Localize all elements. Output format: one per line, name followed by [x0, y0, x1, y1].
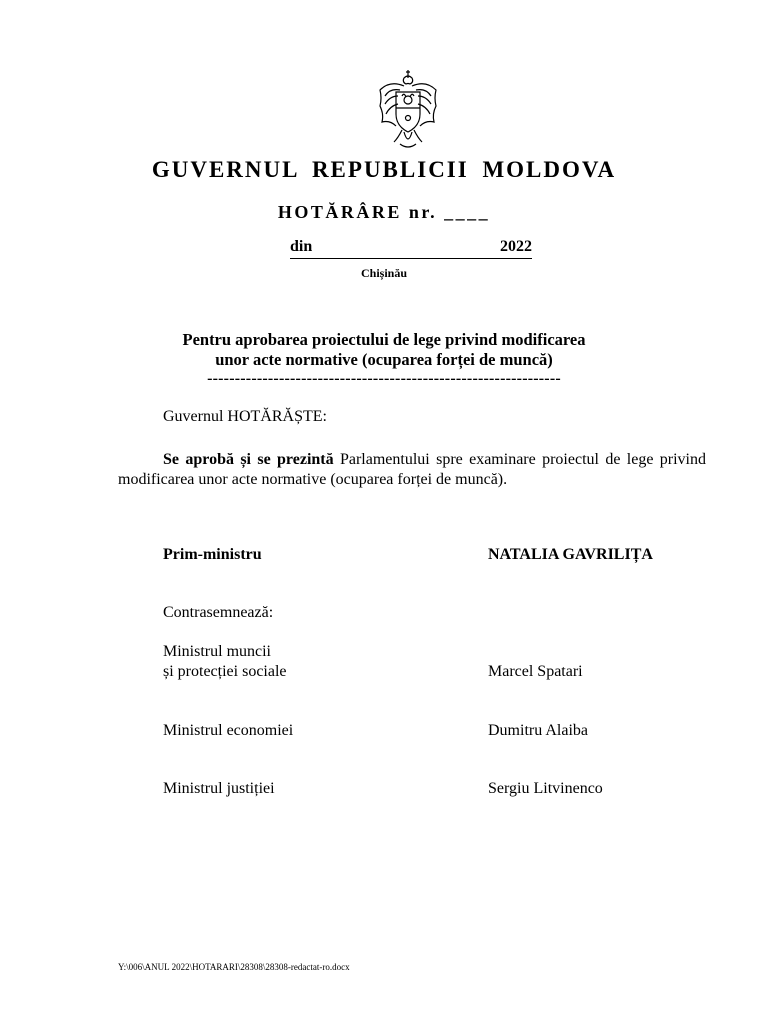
subject-separator: ----------------------------------------------------------------: [207, 370, 561, 387]
decision-heading: Guvernul HOTĂRĂȘTE:: [163, 408, 327, 425]
decision-paragraph: [118, 450, 706, 490]
date-year: 2022: [500, 238, 532, 255]
minister-justice-name: Sergiu Litvinenco: [488, 780, 603, 797]
countersign-label: Contrasemnează:: [163, 604, 274, 621]
document-type-title: HOTĂRÂRE nr. ____: [277, 202, 491, 222]
moldova-coat-of-arms-icon: [376, 70, 440, 152]
minister-justice-title: Ministrul justiției: [163, 780, 275, 797]
date-line: [290, 238, 532, 259]
footer-file-path: Y:\006\ANUL 2022\HOTARARI\28308\28308-redactat-ro.docx: [118, 962, 350, 972]
government-title: GUVERNUL REPUBLICII MOLDOVA: [151, 157, 617, 182]
paragraph-bold-lead: Se aprobă și se prezintă: [163, 451, 334, 468]
subject-line-1: Pentru aprobarea proiectului de lege privind modificarea: [182, 330, 586, 349]
subject-line-2: unor acte normative (ocuparea forței de muncă): [215, 350, 553, 369]
date-prefix: din: [290, 238, 313, 255]
city-label: Chișinău: [360, 266, 408, 280]
prime-minister-label: Prim-ministru: [163, 546, 262, 563]
minister-economy-name: Dumitru Alaiba: [488, 722, 588, 739]
minister-economy-title: Ministrul economiei: [163, 722, 294, 739]
minister-labor-title-line1: Ministrul muncii: [163, 643, 271, 660]
minister-labor-name: Marcel Spatari: [488, 663, 583, 680]
paragraph-text: Parlamentului spre examinare proiectul de lege privind modificarea unor acte normative (ocuparea forței de muncă).: [118, 451, 706, 488]
prime-minister-name: NATALIA GAVRILIȚA: [488, 546, 653, 563]
minister-labor-title-line2: și protecției sociale: [163, 663, 287, 680]
